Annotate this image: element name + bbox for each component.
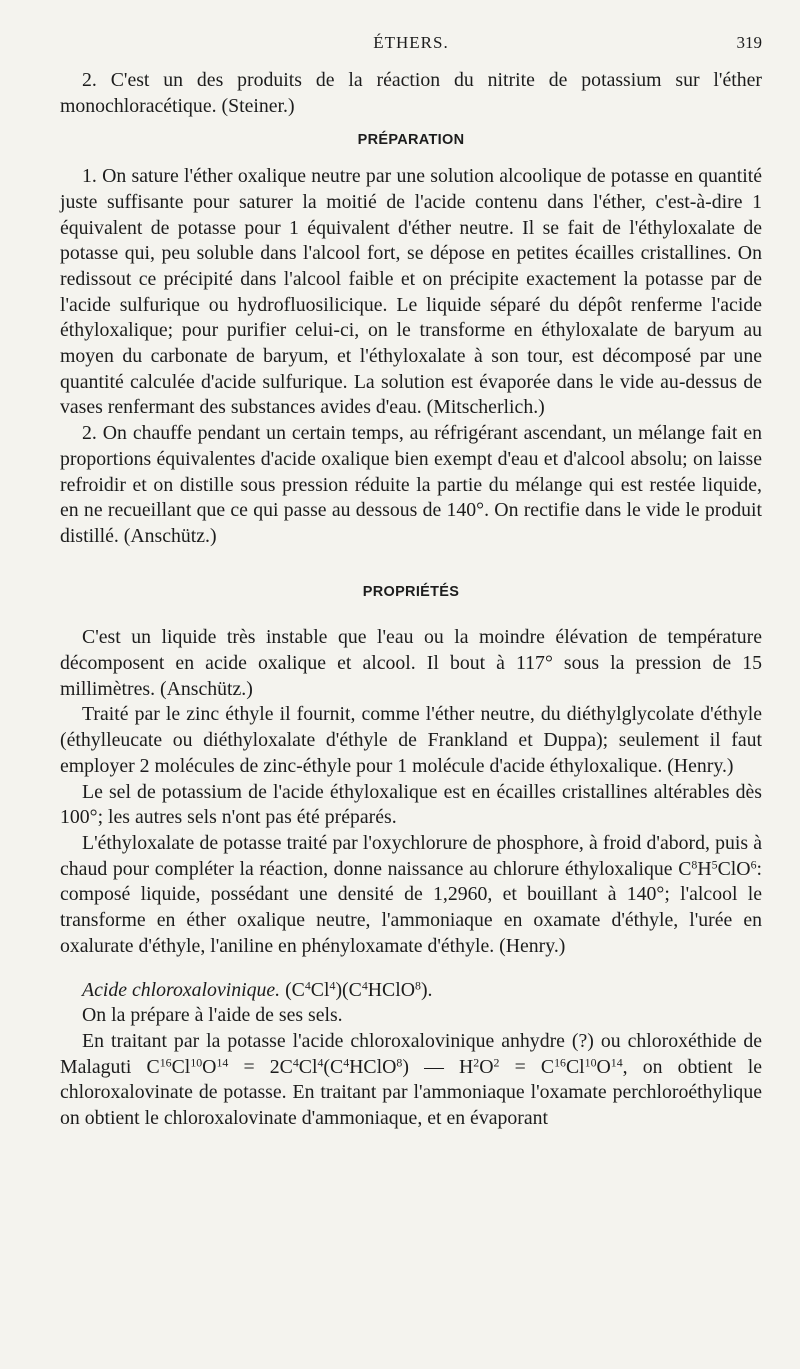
proprietes-paragraph-3: Le sel de potassium de l'acide éthyloxalique est en écailles cristallines altérables dès 100°; les autres sels n'ont pas été préparés. <box>60 780 762 829</box>
spacer <box>60 960 762 978</box>
chloro-paragraph-2: En traitant par la potasse l'acide chloroxalovinique anhydre (?) ou chloroxéthide de Malaguti $C^{16}Cl^{10}O^{14}$ = $2C^4Cl^4(C^4HClO^8)$ — $H^2O^2 = C^{16}Cl^{10}O^{14}$, on obtient le chloroxalovinate de potasse. En traitant par l'ammoniaque l'oxamate perchloroéthylique on obtient le chloroxalovinate d'ammoniaque, et en évaporant <box>60 1029 763 1130</box>
section-heading-preparation: PRÉPARATION <box>357 132 465 149</box>
section-heading-proprietes: PROPRIÉTÉS <box>362 583 460 600</box>
proprietes-paragraph-2: Traité par le zinc éthyle il fournit, comme l'éther neutre, du diéthylglycolate d'éthyle (éthylleucate ou diéthyloxalate d'éthyle de Frankland et Duppa); seulement il faut employer 2 molécules de zinc-éthyle pour 1 molécule d'acide éthyloxalique. (Henry.) <box>60 703 762 777</box>
proprietes-paragraph-1: C'est un liquide très instable que l'eau ou la moindre élévation de température décomposent en acide oxalique et alcool. Il bout à 117° sous la pression de 15 millimètres. (Anschütz.) <box>60 626 762 700</box>
preparation-paragraph-1: 1. On sature l'éther oxalique neutre par une solution alcoolique de potasse en quantité juste suffisante pour saturer la moitié de l'acide contenu dans l'éther, c'est-à-dire 1 équivalent de potasse pour 1 équivalent d'éther neutre. Il se fait de l'éthyloxalate de potasse qui, peu soluble dans l'alcool fort, se dépose en petites écailles cristallines. On redissout ce précipité dans l'alcool faible et on précipite exactement la potasse par de l'acide sulfurique ou hydrofluosilicique. Le liquide séparé du dépôt renferme l'acide éthyloxalique; pour purifier celui-ci, on le transforme en éthyloxalate de baryum au moyen du carbonate de baryum, et l'éthyloxalate à son tour, est décomposé par une quantité calculée d'acide sulfurique. La solution est évaporée dans le vide au-dessus de vases renfermant des substances avides d'eau. (Mitscherlich.) <box>60 165 762 419</box>
compound-title: Acide chloroxalovinique. <box>82 978 281 1001</box>
text-run: : composé liquide, possédant une densité de 1,2960, et bouillant à 140°; l'alcool le transforme en éther oxalique neutre, l'ammoniaque en oxamate d'éthyle, l'urée en oxalurate d'éthyle, l'aniline en phényloxamate d'éthyle. (Henry.) <box>60 857 762 957</box>
page-body <box>60 68 762 1132</box>
proprietes-paragraph-4: L'éthyloxalate de potasse traité par l'oxychlorure de phosphore, à froid d'abord, puis à chaud pour compléter la réaction, donne naissance au chlorure éthyloxalique $C^8H^5ClO^6$: composé liquide, possédant une densité de 1,2960, et bouillant à 140°; l'alcool le transforme en éther oxalique neutre, l'ammoniaque en oxamate d'éthyle, l'urée en oxalurate d'éthyle, l'aniline en phényloxamate d'éthyle. (Henry.) <box>60 831 762 957</box>
page-number: 319 <box>736 33 762 52</box>
running-title: ÉTHERS. <box>373 33 449 52</box>
text-run: , on obtient le chloroxalovinate de potasse. En traitant par l'ammoniaque l'oxamate perchloroéthylique on obtient le chloroxalovinate d'ammoniaque, et en évaporant <box>60 1055 763 1130</box>
intro-paragraph: 2. C'est un des produits de la réaction du nitrite de potassium sur l'éther monochloracétique. (Steiner.) <box>60 69 762 117</box>
running-header <box>60 33 762 59</box>
text-run: En traitant par la potasse l'acide chloroxalovinique anhydre (?) ou chloroxéthide de Malaguti C <box>60 1029 762 1078</box>
chloro-title-line: Acide chloroxalovinique. $(C^4Cl^4)(C^4HClO^8)$. <box>82 977 433 1001</box>
chloro-paragraph-1: On la prépare à l'aide de ses sels. <box>82 1004 343 1027</box>
text-run: L'éthyloxalate de potasse traité par l'oxychlorure de phosphore, à froid d'abord, puis à chaud pour compléter la réaction, donne naissance au chlorure éthyloxalique C <box>60 831 762 880</box>
preparation-paragraph-2: 2. On chauffe pendant un certain temps, au réfrigérant ascendant, un mélange fait en proportions équivalentes d'acide oxalique bien exempt d'eau et d'alcool absolu; on laisse refroidir et on distille sous pression réduite la partie du mélange qui est restée liquide, en ne recueillant que ce qui passe au dessous de 140°. On rectifie dans le vide le produit distillé. (Anschütz.) <box>60 422 762 547</box>
